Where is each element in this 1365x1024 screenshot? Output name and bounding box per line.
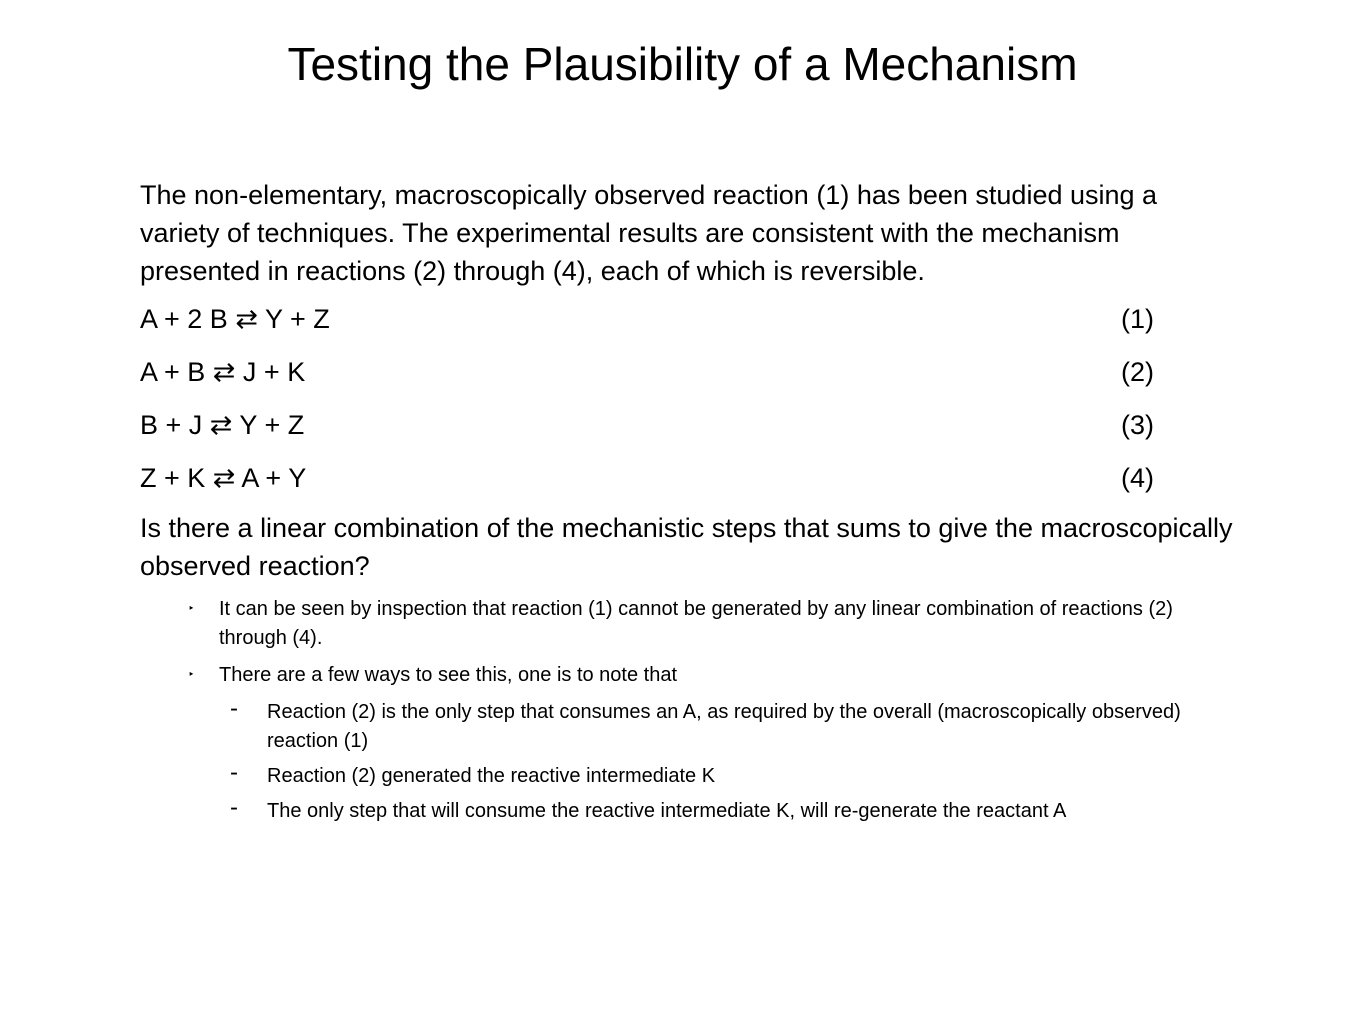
sub-bullet-text: The only step that will consume the reactive intermediate K, will re-generate the reactant A	[267, 800, 1067, 822]
reaction-row-4	[140, 459, 1240, 497]
reaction-row-3	[140, 406, 1240, 444]
reaction-number: (4)	[1121, 463, 1154, 493]
reaction-row-1	[140, 300, 1240, 338]
sub-bullet-text: Reaction (2) generated the reactive intermediate K	[267, 765, 716, 787]
reaction-equation: B + J ⇄ Y + Z	[140, 410, 305, 440]
sub-bullet-item	[140, 695, 1247, 756]
reaction-equation: A + B ⇄ J + K	[140, 357, 306, 387]
question-paragraph: Is there a linear combination of the mechanistic steps that sums to give the macroscopically observed reaction?	[140, 513, 1233, 581]
triangle-bullet-icon: ‣	[188, 603, 195, 615]
dash-bullet-icon: -	[230, 759, 238, 786]
slide-title: Testing the Plausibility of a Mechanism	[287, 38, 1078, 90]
bullet-text: It can be seen by inspection that reaction (1) cannot be generated by any linear combination of reactions (2) through (4).	[219, 598, 1173, 649]
reaction-number: (1)	[1121, 304, 1154, 334]
intro-paragraph: The non-elementary, macroscopically observed reaction (1) has been studied using a variety of techniques. The experimental results are consistent with the mechanism presented in reactions (2) through (4), each of which is reversible.	[140, 180, 1158, 286]
slide-content	[140, 176, 1240, 832]
sub-bullet-item	[140, 794, 1247, 826]
reaction-equation: A + 2 B ⇄ Y + Z	[140, 304, 330, 334]
sub-bullet-text: Reaction (2) is the only step that consumes an A, as required by the overall (macroscopically observed) reaction (1)	[267, 701, 1181, 752]
bullet-item	[140, 661, 1225, 690]
bullet-text: There are a few ways to see this, one is to note that	[219, 664, 678, 686]
dash-bullet-icon: -	[230, 794, 238, 821]
bullet-item	[140, 595, 1225, 653]
reaction-number: (2)	[1121, 357, 1154, 387]
reaction-equation: Z + K ⇄ A + Y	[140, 463, 307, 493]
reaction-row-2	[140, 353, 1240, 391]
sub-bullet-item	[140, 759, 1247, 791]
dash-bullet-icon: -	[230, 695, 238, 722]
reaction-number: (3)	[1121, 410, 1154, 440]
triangle-bullet-icon: ‣	[188, 669, 195, 681]
